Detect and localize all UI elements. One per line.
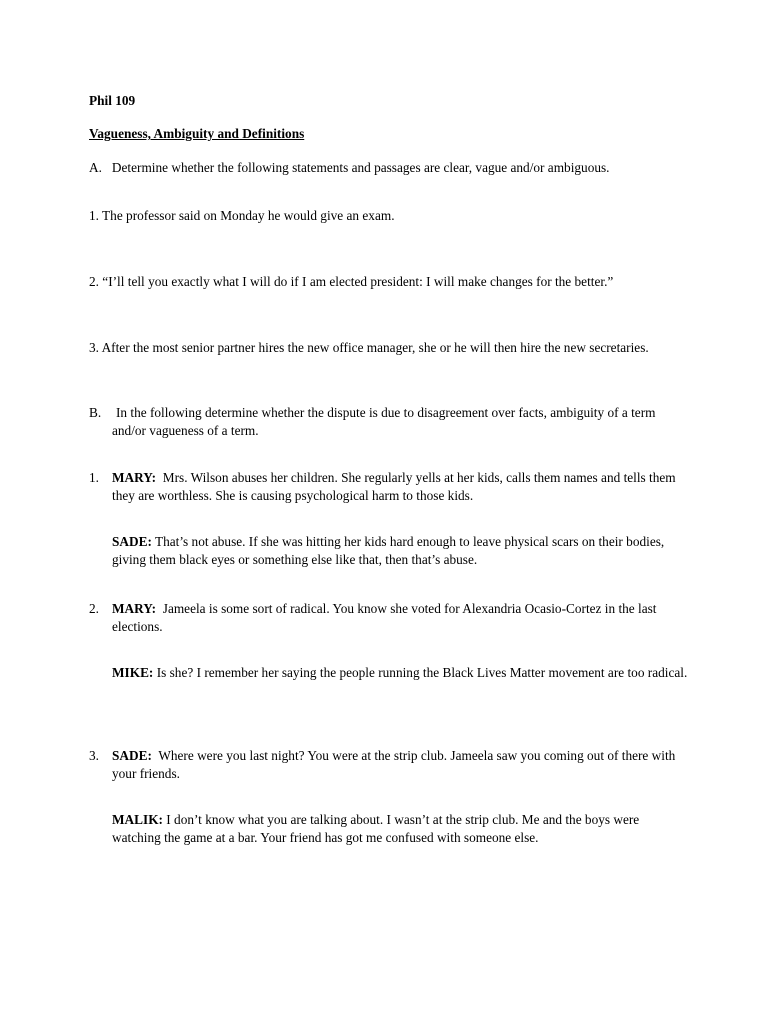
speaker-label: SADE: <box>112 748 152 763</box>
speaker-label: SADE: <box>112 534 152 549</box>
part-a-instruction <box>89 159 689 177</box>
dispute-2-first-line <box>112 600 688 636</box>
part-a-marker: A. <box>89 160 102 175</box>
dispute-number: 3. <box>89 748 99 763</box>
part-b-instruction: In the following determine whether the dispute is due to disagreement over facts, ambiguity of a term and/or vagueness of a term. <box>112 405 656 438</box>
speaker-label: MARY: <box>112 601 157 616</box>
dispute-1-second-line <box>112 533 688 569</box>
dispute-number: 1. <box>89 470 99 485</box>
part-b-marker: B. <box>89 405 102 420</box>
part-a-item-2: 2. “I’ll tell you exactly what I will do if I am elected president: I will make changes for the better.” <box>89 274 614 289</box>
dialogue-text: Where were you last night? You were at the strip club. Jameela saw you coming out of there with your friends. <box>112 748 676 781</box>
course-title: Phil 109 <box>89 93 136 108</box>
dialogue-text: Is she? I remember her saying the people running the Black Lives Matter movement are too radical. <box>156 665 688 680</box>
part-a-item-3: 3. After the most senior partner hires the new office manager, she or he will then hire the new secretaries. <box>89 340 649 355</box>
dispute-1-first-line <box>112 469 688 505</box>
dispute-2-second-line <box>112 664 688 682</box>
speaker-label: MARY: <box>112 470 157 485</box>
dispute-number: 2. <box>89 601 99 616</box>
speaker-label: MIKE: <box>112 665 154 680</box>
part-a-item-1: 1. The professor said on Monday he would give an exam. <box>89 208 395 223</box>
dialogue-text: Jameela is some sort of radical. You know she voted for Alexandria Ocasio-Cortez in the last elections. <box>112 601 657 634</box>
worksheet-heading: Vagueness, Ambiguity and Definitions <box>89 126 305 141</box>
dialogue-text: That’s not abuse. If she was hitting her kids hard enough to leave physical scars on their bodies, giving them black eyes or something else like that, then that’s abuse. <box>112 534 665 567</box>
speaker-label: MALIK: <box>112 812 163 827</box>
dispute-3-second-line <box>112 811 688 847</box>
dialogue-text: Mrs. Wilson abuses her children. She regularly yells at her kids, calls them names and tells them they are worthless. She is causing psychological harm to those kids. <box>112 470 676 503</box>
dialogue-text: I don’t know what you are talking about. I wasn’t at the strip club. Me and the boys were watching the game at a bar. Your friend has got me confused with someone else. <box>112 812 640 845</box>
dispute-3-first-line <box>112 747 688 783</box>
part-a-instruction-text: Determine whether the following statements and passages are clear, vague and/or ambiguous. <box>111 160 610 175</box>
